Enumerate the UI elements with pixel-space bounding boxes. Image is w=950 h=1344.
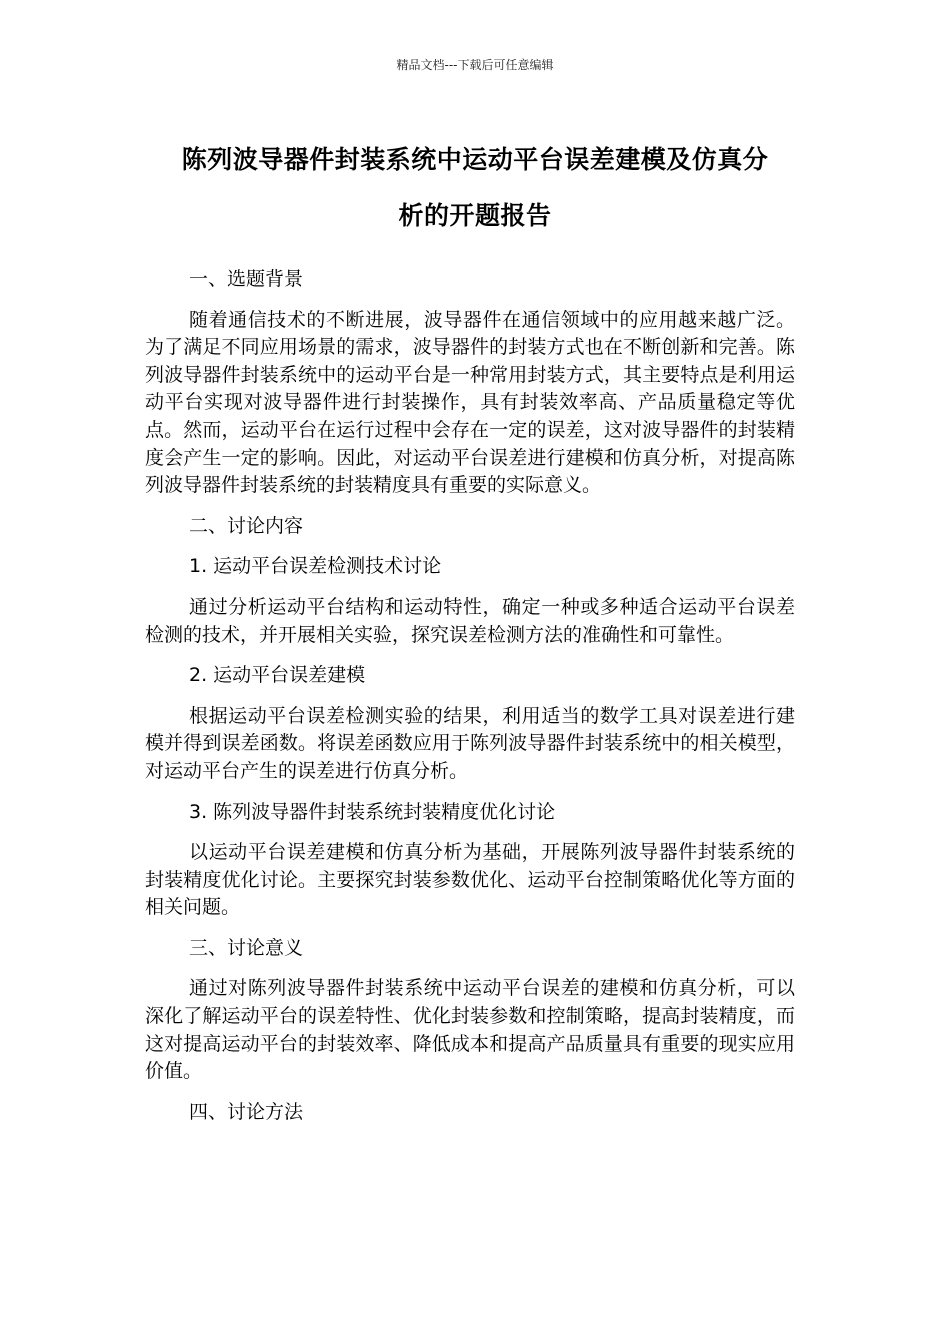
subsection-heading-modeling: 2. 运动平台误差建模 (189, 664, 366, 687)
subsection-heading-optimization: 3. 陈列波导器件封装系统封装精度优化讨论 (189, 800, 556, 823)
header-note: 精品文档---下载后可任意编辑 (396, 58, 554, 72)
paragraph-significance: 通过对陈列波导器件封装系统中运动平台误差的建模和仿真分析，可以深化了解运动平台的误差特性、优化封装参数和控制策略，提高封装精度，而这对提高运动平台的封装效率、降低成本和提高产品质量具有重要的现实应用价值。 (145, 977, 795, 1083)
paragraph-detection: 通过分析运动平台结构和运动特性，确定一种或多种适合运动平台误差检测的技术，并开展相关实验，探究误差检测方法的准确性和可靠性。 (145, 595, 795, 646)
paragraph-modeling: 根据运动平台误差检测实验的结果，利用适当的数学工具对误差进行建模并得到误差函数。将误差函数应用于陈列波导器件封装系统中的相关模型，对运动平台产生的误差进行仿真分析。 (145, 704, 795, 782)
title-line-1: 陈列波导器件封装系统中运动平台误差建模及仿真分 (181, 145, 769, 174)
section-heading-background: 一、选题背景 (189, 268, 304, 290)
section-heading-content: 二、讨论内容 (189, 514, 304, 537)
document-title (140, 132, 810, 244)
document-body (145, 266, 795, 1139)
subsection-heading-detection: 1. 运动平台误差检测技术讨论 (189, 555, 442, 578)
paragraph-background: 随着通信技术的不断进展，波导器件在通信领域中的应用越来越广泛。为了满足不同应用场景的需求，波导器件的封装方式也在不断创新和完善。陈列波导器件封装系统中的运动平台是一种常用封装方式，其主要特点是利用运动平台实现对波导器件进行封装操作，具有封装效率高、产品质量稳定等优点。然而，运动平台在运行过程中会存在一定的误差，这对波导器件的封装精度会产生一定的影响。因此，对运动平台误差进行建模和仿真分析，对提高陈列波导器件封装系统的封装精度具有重要的实际意义。 (145, 308, 795, 497)
paragraph-optimization: 以运动平台误差建模和仿真分析为基础，开展陈列波导器件封装系统的封装精度优化讨论。主要探究封装参数优化、运动平台控制策略优化等方面的相关问题。 (145, 841, 795, 919)
section-heading-methods: 四、讨论方法 (189, 1100, 304, 1123)
section-heading-significance: 三、讨论意义 (189, 936, 304, 959)
title-line-2: 析的开题报告 (398, 201, 552, 230)
